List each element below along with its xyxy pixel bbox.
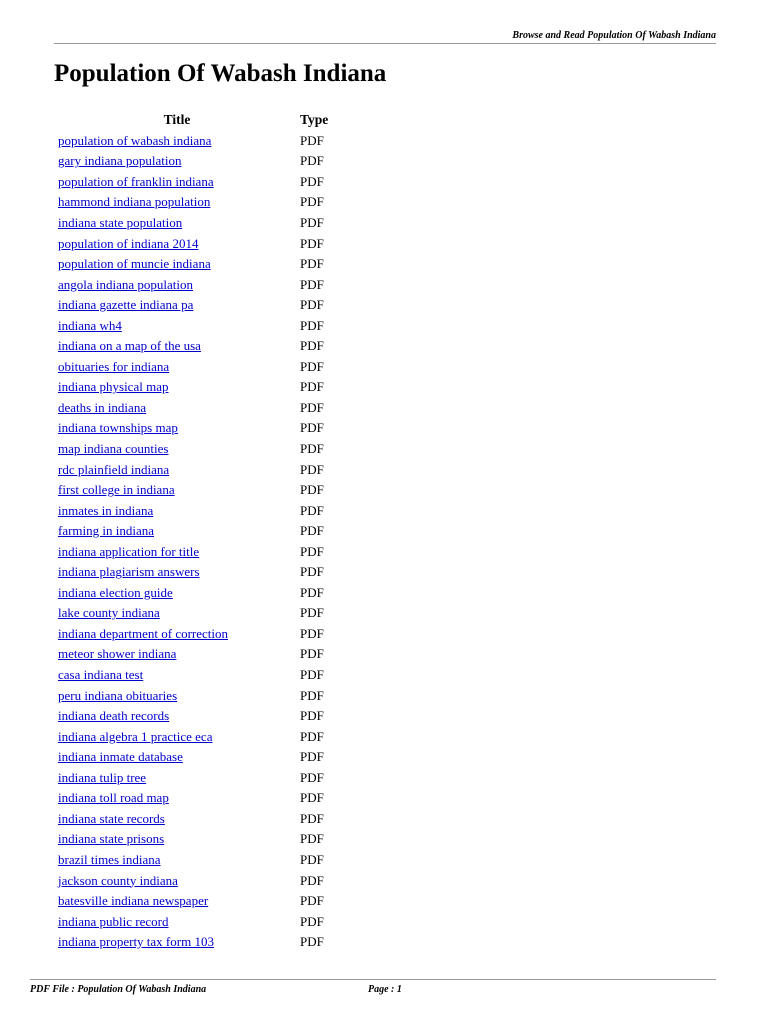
- document-link[interactable]: map indiana counties: [58, 441, 169, 457]
- type-cell: PDF: [300, 235, 324, 251]
- type-cell: PDF: [300, 297, 324, 313]
- type-cell: PDF: [300, 153, 324, 169]
- type-cell: PDF: [300, 173, 324, 189]
- type-cell: PDF: [300, 482, 324, 498]
- title-cell: [58, 480, 300, 501]
- table-header-row: [58, 110, 358, 131]
- document-link[interactable]: indiana property tax form 103: [58, 934, 214, 950]
- table-row: [58, 459, 358, 480]
- title-cell: [58, 131, 300, 152]
- document-link[interactable]: indiana election guide: [58, 584, 173, 600]
- table-row: [58, 665, 358, 686]
- title-cell: [58, 274, 300, 295]
- title-cell: [58, 768, 300, 789]
- document-link[interactable]: indiana state prisons: [58, 831, 165, 847]
- title-cell: [58, 377, 300, 398]
- document-link[interactable]: indiana physical map: [58, 379, 169, 395]
- document-link[interactable]: indiana state population: [58, 215, 183, 230]
- table-row: [58, 151, 358, 172]
- title-cell: [58, 665, 300, 686]
- document-link[interactable]: indiana death records: [58, 708, 170, 724]
- type-cell: PDF: [300, 317, 324, 333]
- table-row: [58, 131, 358, 152]
- table-row: [58, 788, 358, 809]
- column-header-title: Title: [163, 112, 191, 128]
- document-link[interactable]: inmates in indiana: [58, 502, 154, 518]
- type-cell: PDF: [300, 276, 324, 292]
- title-cell: [58, 192, 300, 213]
- type-cell: PDF: [300, 769, 324, 785]
- document-link[interactable]: indiana gazette indiana pa: [58, 297, 194, 313]
- title-cell: [58, 583, 300, 604]
- title-cell: [58, 644, 300, 665]
- document-link[interactable]: population of wabash indiana: [58, 132, 212, 148]
- table-row: [58, 685, 358, 706]
- type-cell: PDF: [300, 893, 324, 909]
- title-cell: [58, 788, 300, 809]
- title-cell: [58, 439, 300, 460]
- document-link[interactable]: indiana on a map of the usa: [58, 338, 201, 354]
- type-cell: PDF: [300, 728, 324, 744]
- document-link[interactable]: obituaries for indiana: [58, 358, 170, 374]
- footer-divider: [30, 979, 716, 980]
- title-cell: [58, 624, 300, 645]
- document-link[interactable]: batesville indiana newspaper: [58, 893, 209, 909]
- type-cell: PDF: [300, 461, 324, 477]
- title-cell: [58, 541, 300, 562]
- title-cell: [58, 562, 300, 583]
- type-cell: PDF: [300, 584, 324, 600]
- title-cell: [58, 172, 300, 193]
- table-row: [58, 398, 358, 419]
- title-cell: [58, 418, 300, 439]
- table-row: [58, 315, 358, 336]
- document-link[interactable]: indiana public record: [58, 913, 169, 929]
- type-cell: PDF: [300, 502, 324, 518]
- title-cell: [58, 357, 300, 378]
- document-link[interactable]: indiana inmate database: [58, 749, 183, 765]
- table-row: [58, 336, 358, 357]
- document-link[interactable]: rdc plainfield indiana: [58, 461, 170, 477]
- table-row: [58, 439, 358, 460]
- table-row: [58, 541, 358, 562]
- type-cell: PDF: [300, 420, 324, 436]
- table-row: [58, 172, 358, 193]
- type-cell: PDF: [300, 605, 324, 621]
- type-cell: PDF: [300, 194, 324, 210]
- title-cell: [58, 685, 300, 706]
- table-row: [58, 706, 358, 727]
- title-cell: [58, 213, 300, 234]
- type-cell: PDF: [300, 934, 324, 950]
- document-link[interactable]: indiana algebra 1 practice eca: [58, 728, 213, 744]
- title-cell: [58, 911, 300, 932]
- column-header-type: Type: [300, 112, 329, 128]
- document-link[interactable]: peru indiana obituaries: [58, 687, 178, 703]
- title-cell: [58, 726, 300, 747]
- type-cell: PDF: [300, 215, 324, 230]
- document-link[interactable]: first college in indiana: [58, 482, 175, 498]
- table-row: [58, 500, 358, 521]
- document-link[interactable]: jackson county indiana: [58, 872, 178, 888]
- type-cell: PDF: [300, 379, 324, 395]
- table-row: [58, 254, 358, 275]
- type-cell: PDF: [300, 646, 324, 662]
- title-cell: [58, 295, 300, 316]
- type-cell: PDF: [300, 256, 324, 272]
- type-cell: PDF: [300, 913, 324, 929]
- type-cell: PDF: [300, 810, 324, 826]
- table-row: [58, 233, 358, 254]
- document-link[interactable]: indiana wh4: [58, 317, 122, 333]
- type-cell: PDF: [300, 399, 324, 415]
- table-row: [58, 274, 358, 295]
- table-row: [58, 192, 358, 213]
- type-cell: PDF: [300, 625, 324, 641]
- table-row: [58, 480, 358, 501]
- document-link[interactable]: indiana department of correction: [58, 625, 229, 641]
- title-cell: [58, 315, 300, 336]
- table-row: [58, 624, 358, 645]
- table-row: [58, 911, 358, 932]
- table-row: [58, 726, 358, 747]
- type-cell: PDF: [300, 132, 324, 148]
- document-link[interactable]: farming in indiana: [58, 523, 155, 539]
- type-cell: PDF: [300, 872, 324, 888]
- title-cell: [58, 459, 300, 480]
- type-cell: PDF: [300, 358, 324, 374]
- document-link[interactable]: population of muncie indiana: [58, 256, 211, 272]
- title-cell: [58, 891, 300, 912]
- type-cell: PDF: [300, 667, 324, 683]
- table-row: [58, 418, 358, 439]
- title-cell: [58, 151, 300, 172]
- type-cell: PDF: [300, 338, 324, 354]
- table-row: [58, 809, 358, 830]
- table-row: [58, 829, 358, 850]
- type-cell: PDF: [300, 831, 324, 847]
- type-cell: PDF: [300, 708, 324, 724]
- title-cell: [58, 336, 300, 357]
- title-cell: [58, 809, 300, 830]
- document-link[interactable]: indiana state records: [58, 810, 165, 826]
- title-cell: [58, 603, 300, 624]
- document-list-table: [58, 110, 358, 952]
- title-cell: [58, 870, 300, 891]
- title-cell: [58, 747, 300, 768]
- title-cell: [58, 521, 300, 542]
- title-cell: [58, 932, 300, 953]
- document-link[interactable]: indiana plagiarism answers: [58, 564, 200, 580]
- table-row: [58, 562, 358, 583]
- table-body: [58, 131, 358, 953]
- title-cell: [58, 500, 300, 521]
- table-row: [58, 213, 358, 234]
- table-row: [58, 603, 358, 624]
- table-row: [58, 644, 358, 665]
- title-cell: [58, 233, 300, 254]
- running-header: Browse and Read Population Of Wabash Indiana: [512, 30, 716, 41]
- footer-page-number: Page : 1: [368, 984, 402, 995]
- document-link[interactable]: indiana toll road map: [58, 790, 169, 806]
- type-cell: PDF: [300, 851, 324, 867]
- type-cell: PDF: [300, 523, 324, 539]
- type-cell: PDF: [300, 543, 324, 559]
- document-link[interactable]: population of franklin indiana: [58, 173, 214, 189]
- document-link[interactable]: indiana townships map: [58, 420, 178, 436]
- header-divider: [54, 43, 716, 44]
- document-link[interactable]: indiana tulip tree: [58, 769, 147, 785]
- table-row: [58, 295, 358, 316]
- table-row: [58, 357, 358, 378]
- document-link[interactable]: population of indiana 2014: [58, 235, 199, 251]
- document-link[interactable]: indiana application for title: [58, 543, 200, 559]
- table-row: [58, 850, 358, 871]
- document-link[interactable]: lake county indiana: [58, 605, 160, 621]
- title-cell: [58, 829, 300, 850]
- title-cell: [58, 850, 300, 871]
- title-cell: [58, 706, 300, 727]
- title-cell: [58, 254, 300, 275]
- table-row: [58, 583, 358, 604]
- page-title: Population Of Wabash Indiana: [54, 60, 387, 87]
- type-cell: PDF: [300, 790, 324, 806]
- type-cell: PDF: [300, 441, 324, 457]
- title-cell: [58, 398, 300, 419]
- type-cell: PDF: [300, 564, 324, 580]
- table-row: [58, 768, 358, 789]
- type-cell: PDF: [300, 687, 324, 703]
- table-row: [58, 747, 358, 768]
- document-link[interactable]: meteor shower indiana: [58, 646, 177, 662]
- document-link[interactable]: brazil times indiana: [58, 851, 161, 867]
- table-row: [58, 377, 358, 398]
- document-link[interactable]: gary indiana population: [58, 153, 182, 169]
- table-row: [58, 870, 358, 891]
- document-link[interactable]: hammond indiana population: [58, 194, 211, 210]
- document-link[interactable]: angola indiana population: [58, 276, 194, 292]
- type-cell: PDF: [300, 749, 324, 765]
- document-link[interactable]: casa indiana test: [58, 667, 144, 683]
- table-row: [58, 932, 358, 953]
- table-row: [58, 891, 358, 912]
- footer-file-label: PDF File : Population Of Wabash Indiana: [30, 984, 207, 995]
- table-row: [58, 521, 358, 542]
- document-link[interactable]: deaths in indiana: [58, 399, 147, 415]
